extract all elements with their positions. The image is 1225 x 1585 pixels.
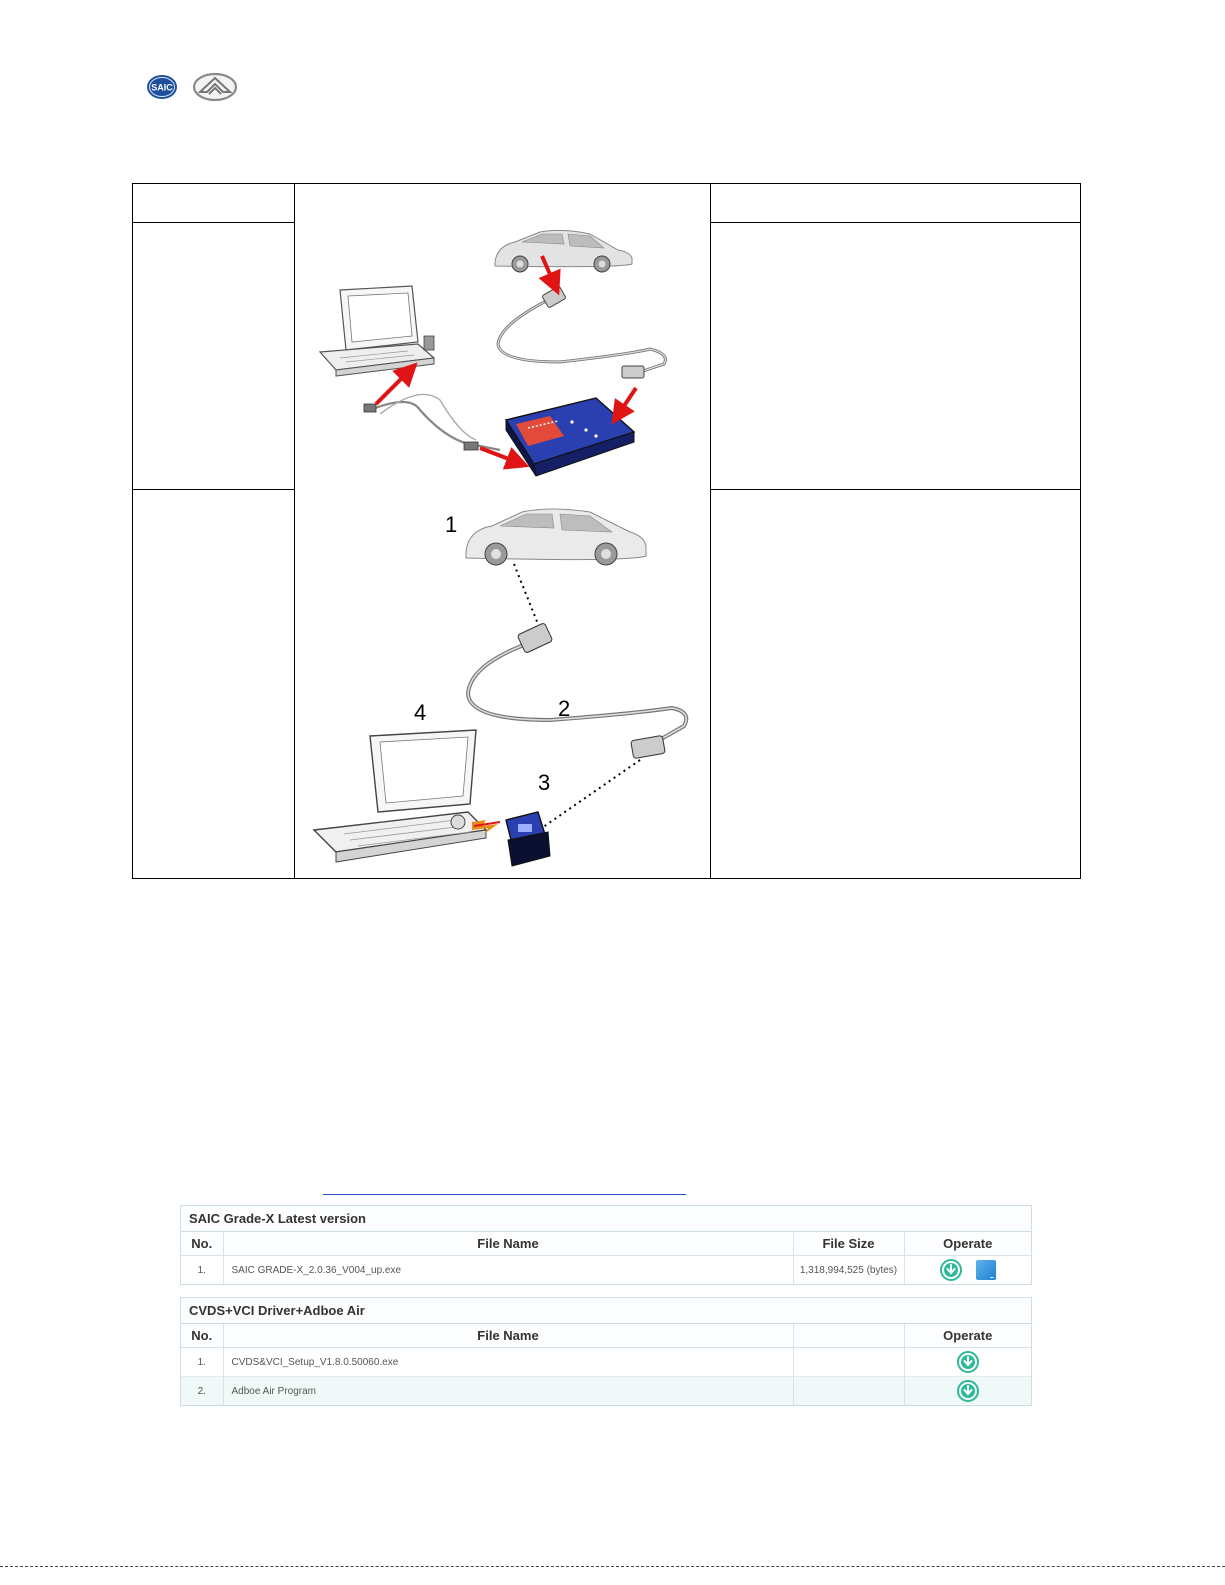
page-footer-divider xyxy=(0,1566,1225,1567)
col-header-file-size: File Size xyxy=(793,1232,904,1256)
step-label-4: 4 xyxy=(414,700,427,725)
operate-cell xyxy=(904,1377,1031,1406)
grade-x-download-panel xyxy=(180,1205,1032,1285)
col-header-no: No. xyxy=(181,1324,223,1348)
row-number: 1. xyxy=(181,1348,223,1377)
col-header-no: No. xyxy=(181,1232,223,1256)
saic-logo-text: SAIC xyxy=(151,82,173,93)
step-label-3: 3 xyxy=(538,770,551,795)
col-header-file-name: File Name xyxy=(223,1324,793,1348)
file-name: CVDS&VCI_Setup_V1.8.0.50060.exe xyxy=(223,1348,793,1377)
row-number: 2. xyxy=(181,1377,223,1406)
operate-cell xyxy=(904,1256,1031,1285)
download-link-underline[interactable] xyxy=(323,1194,686,1195)
laptop-icon xyxy=(320,286,434,376)
col-header-operate: Operate xyxy=(904,1324,1031,1348)
car-icon xyxy=(466,509,646,565)
download-icon[interactable] xyxy=(957,1351,979,1373)
step-label-2: 2 xyxy=(558,696,571,721)
file-size: 1,318,994,525 (bytes) xyxy=(793,1256,904,1285)
laptop-icon xyxy=(314,730,486,862)
row-number: 1. xyxy=(181,1256,223,1285)
step-label-1: 1 xyxy=(445,512,458,537)
file-table xyxy=(181,1232,1031,1284)
wireless-connection-diagram xyxy=(300,494,705,876)
file-icon[interactable] xyxy=(976,1260,996,1280)
download-icon[interactable] xyxy=(957,1380,979,1402)
car-icon xyxy=(495,230,632,272)
col-header-file-name: File Name xyxy=(223,1232,793,1256)
table-row xyxy=(181,1348,1031,1377)
file-table xyxy=(181,1324,1031,1405)
table-header-row xyxy=(181,1232,1031,1256)
maxus-logo-icon xyxy=(192,72,238,102)
table-row xyxy=(181,1377,1031,1406)
file-size xyxy=(793,1348,904,1377)
operate-cell xyxy=(904,1348,1031,1377)
table-row xyxy=(181,1256,1031,1285)
col-header-file-size xyxy=(793,1324,904,1348)
file-name: Adboe Air Program xyxy=(223,1377,793,1406)
download-icon[interactable] xyxy=(940,1259,962,1281)
cable-icon xyxy=(468,623,686,759)
panel-title: CVDS+VCI Driver+Adboe Air xyxy=(181,1298,1031,1324)
col-header-operate: Operate xyxy=(904,1232,1031,1256)
table-header-row xyxy=(181,1324,1031,1348)
cvds-driver-download-panel xyxy=(180,1297,1032,1406)
wireless-vci-icon xyxy=(506,812,550,866)
wired-connection-diagram xyxy=(300,224,705,486)
file-name: SAIC GRADE-X_2.0.36_V004_up.exe xyxy=(223,1256,793,1285)
cable-icon xyxy=(498,286,665,378)
file-size xyxy=(793,1377,904,1406)
vci-interface-icon xyxy=(506,398,634,476)
saic-logo-icon xyxy=(146,74,178,100)
panel-title: SAIC Grade-X Latest version xyxy=(181,1206,1031,1232)
